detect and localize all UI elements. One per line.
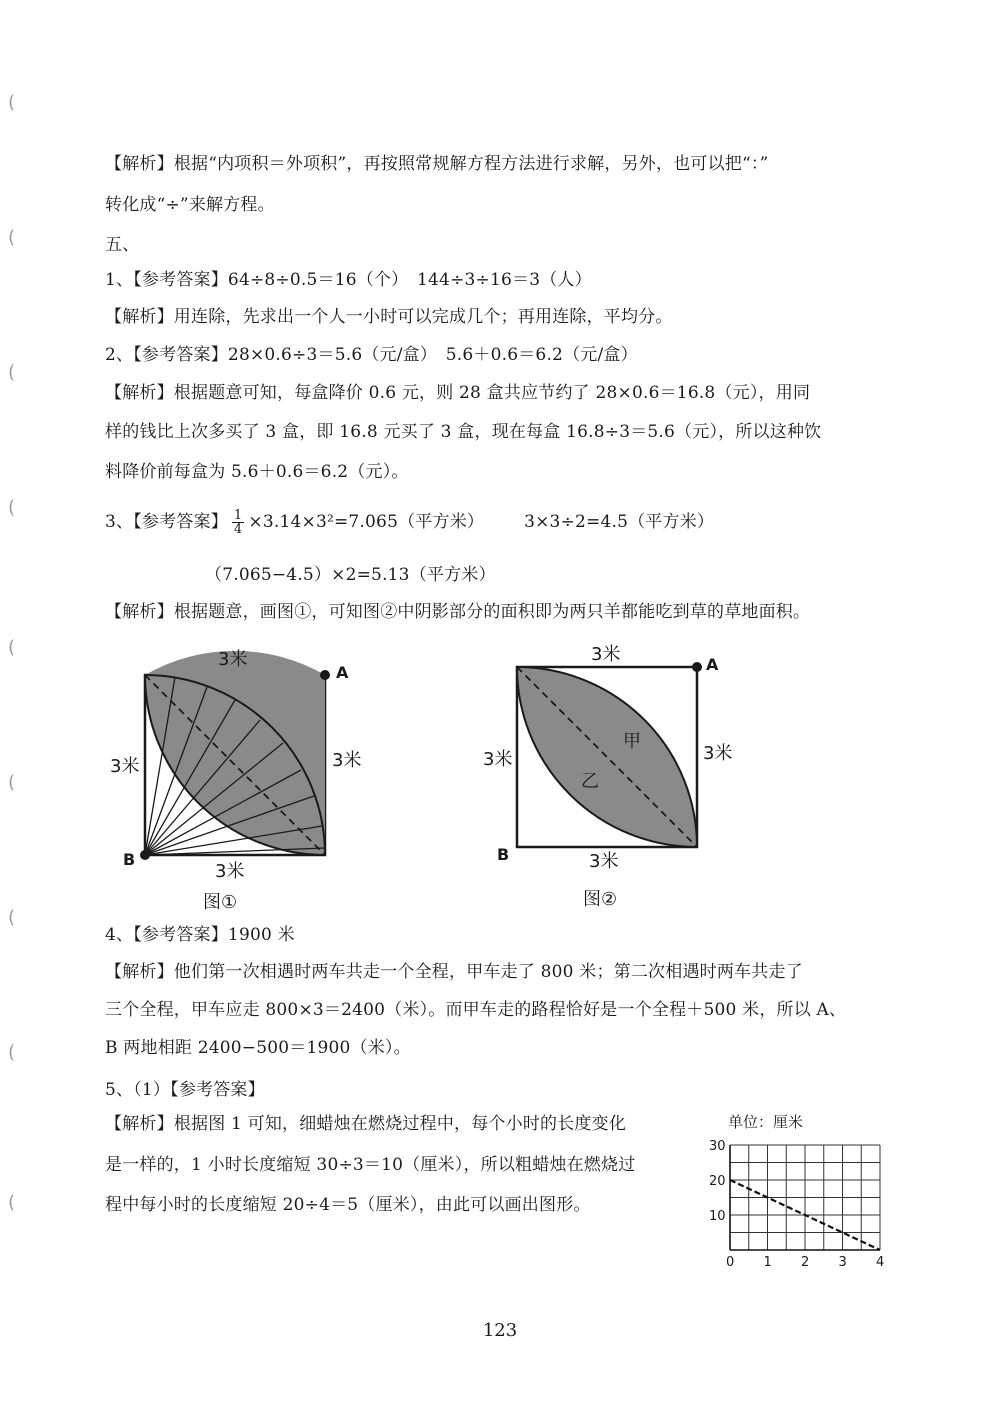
- q2-answer-label: 2、【参考答案】: [105, 345, 228, 365]
- chart-y-tick-label: 10: [709, 1209, 726, 1224]
- fig1-right-label: 3米: [332, 750, 362, 771]
- binder-hole-mark: (: [8, 637, 16, 658]
- binder-hole-mark: (: [8, 497, 16, 518]
- chart-x-tick-label: 2: [801, 1255, 810, 1270]
- q3-answer-a: ×3.14×3²=7.065（平方米）: [248, 512, 485, 532]
- intro-analysis-line-1: 【解析】根据“内项积＝外项积”，再按照常规解方程方法进行求解，另外，也可以把“：”: [105, 154, 769, 174]
- q1-answer-label: 1、【参考答案】: [105, 270, 228, 290]
- chart-y-ticks: [709, 1139, 726, 1224]
- q3-fraction: [232, 509, 244, 536]
- fig2-right-label: 3米: [703, 743, 733, 764]
- fig2-region-jia: 甲: [623, 731, 641, 752]
- q2-analysis-line-1: 【解析】根据题意可知，每盒降价 0.6 元，则 28 盒共应节约了 28×0.6＝16.8（元），用同: [105, 383, 811, 403]
- fig1-bottom-label: 3米: [215, 861, 245, 882]
- chart-x-tick-label: 0: [726, 1255, 735, 1270]
- q2-answer-line: [105, 343, 638, 367]
- intro-analysis-line-2: 转化成“÷”来解方程。: [105, 195, 275, 215]
- fig1-point-b: [140, 850, 150, 860]
- q2-analysis-line-2: 样的钱比上次多买了 3 盒，即 16.8 元买了 3 盒，现在每盒 16.8÷3＝5.6（元），所以这种饮: [105, 422, 822, 442]
- chart-y-tick-label: 30: [709, 1139, 726, 1154]
- q3-fraction-numerator: 1: [233, 508, 243, 523]
- chart-x-tick-label: 3: [838, 1255, 847, 1270]
- figure-2: [475, 635, 755, 915]
- figure-1: [100, 640, 380, 920]
- fig2-corner-b: B: [497, 845, 510, 864]
- q3-answer-c: （7.065−4.5）×2=5.13（平方米）: [205, 565, 496, 585]
- q5-analysis-line-3: 程中每小时的长度缩短 20÷4＝5（厘米），由此可以画出图形。: [105, 1195, 591, 1215]
- q4-answer-line: [105, 923, 295, 947]
- chart-grid: [730, 1145, 880, 1250]
- q4-answer: 1900 米: [227, 925, 295, 945]
- q2-analysis-line-3: 料降价前每盒为 5.6＋0.6＝6.2（元）。: [105, 462, 409, 482]
- q3-answer-label: 3、【参考答案】: [105, 512, 228, 532]
- page-number: 123: [482, 1320, 518, 1341]
- binder-hole-mark: (: [8, 907, 16, 928]
- binder-hole-mark: (: [8, 1042, 16, 1063]
- binder-hole-mark: (: [8, 1192, 16, 1213]
- q5-analysis-line-1: 【解析】根据图 1 可知，细蜡烛在燃烧过程中，每个小时的长度变化: [105, 1114, 627, 1134]
- fig2-left-label: 3米: [483, 749, 513, 770]
- binder-hole-mark: (: [8, 227, 16, 248]
- chart-title: 单位：厘米: [728, 1113, 804, 1131]
- fig2-top-label: 3米: [591, 644, 621, 665]
- chart-x-tick-label: 4: [876, 1255, 885, 1270]
- chart-x-tick-label: 1: [763, 1255, 772, 1270]
- q5-analysis-line-2: 是一样的，1 小时长度缩短 30÷3＝10（厘米），所以粗蜡烛在燃烧过: [105, 1155, 636, 1175]
- q4-analysis-line-3: B 两地相距 2400−500＝1900（米）。: [105, 1038, 411, 1058]
- fig2-corner-a: A: [706, 655, 719, 674]
- binder-hole-mark: (: [8, 92, 16, 113]
- q3-analysis: 【解析】根据题意，画图①，可知图②中阴影部分的面积即为两只羊都能吃到草的草地面积。: [105, 602, 811, 622]
- candle-chart: [700, 1105, 895, 1275]
- q2-answer: 28×0.6÷3＝5.6（元/盒） 5.6＋0.6＝6.2（元/盒）: [227, 345, 638, 365]
- q1-analysis: 【解析】用连除，先求出一个人一小时可以完成几个；再用连除，平均分。: [105, 307, 673, 327]
- binder-hole-mark: (: [8, 772, 16, 793]
- q5-heading: 5、（1）【参考答案】: [105, 1080, 265, 1100]
- q3-answer-b: 3×3÷2=4.5（平方米）: [524, 512, 715, 532]
- fig2-bottom-label: 3米: [589, 851, 619, 872]
- chart-x-ticks: [726, 1255, 884, 1270]
- q4-analysis-line-2: 三个全程，甲车应走 800×3＝2400（米）。而甲车走的路程恰好是一个全程＋500 米，所以 A、: [105, 1000, 847, 1020]
- fig1-top-label: 3米: [218, 649, 248, 670]
- q1-answer-line: [105, 268, 592, 292]
- fig1-point-a: [320, 670, 330, 680]
- fig2-point-a: [692, 662, 702, 672]
- fig1-corner-a: A: [336, 663, 349, 682]
- fig2-caption: 图②: [583, 889, 618, 910]
- chart-y-tick-label: 20: [709, 1174, 726, 1189]
- q1-answer: 64÷8÷0.5＝16（个） 144÷3÷16＝3（人）: [227, 270, 592, 290]
- fig1-left-label: 3米: [110, 756, 140, 777]
- q4-analysis-line-1: 【解析】他们第一次相遇时两车共走一个全程，甲车走了 800 米；第二次相遇时两车共走了: [105, 962, 803, 982]
- fig1-shaded-region: [145, 651, 325, 855]
- q4-answer-label: 4、【参考答案】: [105, 925, 228, 945]
- section-heading: 五、: [105, 235, 140, 255]
- fig2-region-yi: 乙: [581, 771, 599, 792]
- fig1-caption: 图①: [203, 892, 238, 913]
- binder-hole-mark: (: [8, 362, 16, 383]
- q3-fraction-denominator: 4: [233, 522, 243, 537]
- fig1-corner-b: B: [123, 850, 136, 869]
- q3-answer-line: [105, 505, 714, 539]
